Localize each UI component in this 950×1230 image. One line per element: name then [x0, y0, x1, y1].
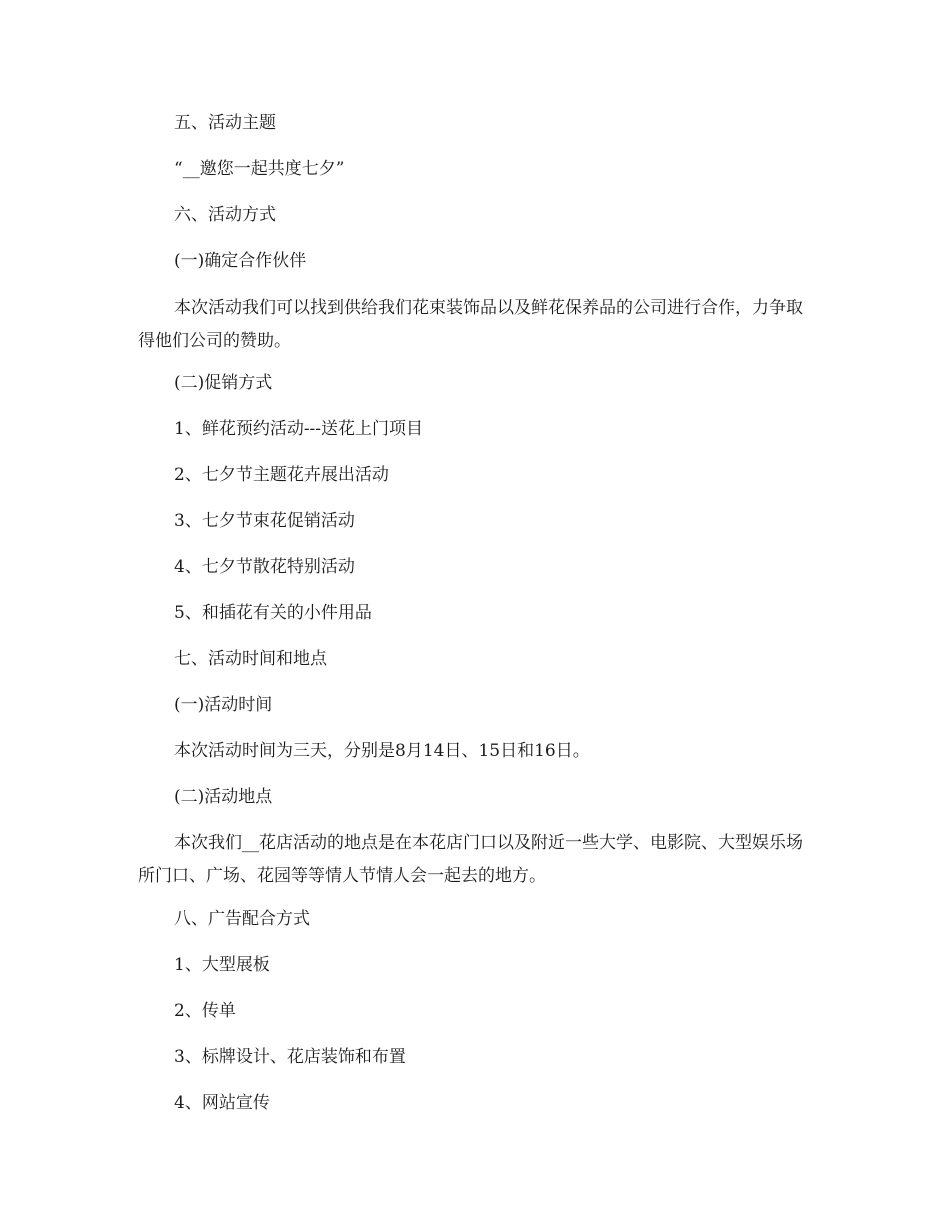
paragraph-time: 本次活动时间为三天，分别是8月14日、15日和16日。 [174, 741, 590, 761]
promotion-item-5: 5、和插花有关的小件用品 [174, 603, 372, 623]
heading-method: 六、活动方式 [174, 205, 276, 225]
promotion-item-2: 2、七夕节主题花卉展出活动 [174, 465, 389, 485]
heading-advertising: 八、广告配合方式 [174, 909, 310, 929]
theme-slogan: “__邀您一起共度七夕” [174, 159, 345, 179]
advertising-item-1: 1、大型展板 [174, 955, 270, 975]
advertising-item-4: 4、网站宣传 [174, 1093, 270, 1113]
promotion-item-4: 4、七夕节散花特别活动 [174, 557, 355, 577]
heading-theme: 五、活动主题 [174, 113, 276, 133]
advertising-item-3: 3、标牌设计、花店装饰和布置 [174, 1047, 406, 1067]
heading-time-place: 七、活动时间和地点 [174, 649, 327, 669]
subheading-partners: (一)确定合作伙伴 [174, 251, 307, 271]
subheading-time: (一)活动时间 [174, 695, 273, 715]
subheading-place: (二)活动地点 [174, 787, 273, 807]
subheading-promotion: (二)促销方式 [174, 373, 273, 393]
paragraph-partners: 本次活动我们可以找到供给我们花束装饰品以及鲜花保养品的公司进行合作，力争取得他们公司的赞助。 [138, 298, 803, 351]
advertising-item-2: 2、传单 [174, 1001, 236, 1021]
paragraph-place: 本次我们__花店活动的地点是在本花店门口以及附近一些大学、电影院、大型娱乐场所门口、广场、花园等等情人节情人会一起去的地方。 [138, 833, 803, 886]
promotion-item-3: 3、七夕节束花促销活动 [174, 511, 355, 531]
promotion-item-1: 1、鲜花预约活动---送花上门项目 [174, 419, 424, 439]
